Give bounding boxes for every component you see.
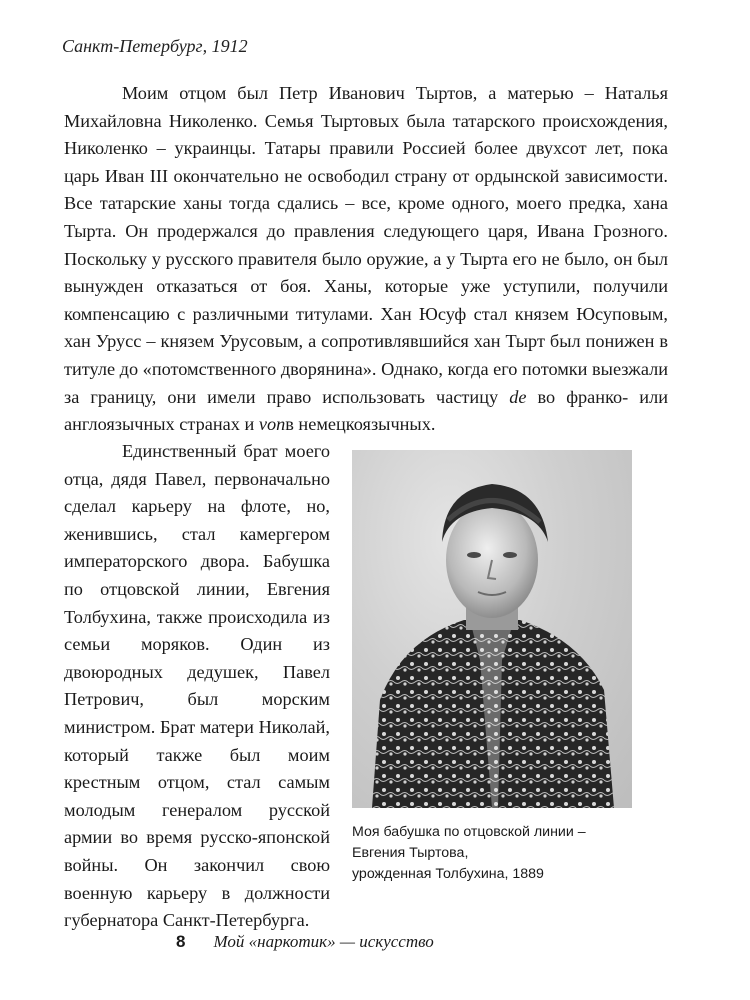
paragraph-text: в немецкоязычных. [285, 414, 436, 435]
footer-book-title: Мой «наркотик» — искусство [213, 932, 434, 951]
page-footer [176, 932, 434, 952]
italic-word-de: de [509, 386, 527, 407]
photo-caption [352, 822, 652, 885]
caption-line: Евгения Тыртова, [352, 845, 469, 861]
paragraph-text: Моим отцом был Петр Иванович Тыртов, а матерью – Наталья Михайловна Николенко. Семья Тыртовых была татарского происхождения, Николенко – украинцы. Татары правили Россией более двухсот лет, пока царь Иван III окончательно не освободил страну от ордынской зависимости. Все татарские ханы тогда сдались – все, кроме одного, моего предка, хана Тырта. Он продержался до правления следующего царя, Ивана Грозного. Поскольку у русского правителя было оружие, а у Тырта его не было, он был вынужден отказаться от боя. Ханы, которые уже уступили, получили компенсацию с различными титулами. Хан Юсуф стал князем Юсуповым, хан Урусс – князем Урусовым, а сопротивлявшийся хан Тырт был понижен в титуле до «потомственного дворянина». Однако, когда его потомки выезжали за границу, они имели право использовать частицу [64, 83, 668, 407]
caption-line: урожденная Толбухина, 1889 [352, 866, 544, 882]
paragraph-text: во франко- или англоязычных странах и [64, 386, 668, 435]
grandmother-portrait-photo [352, 450, 632, 808]
paragraph-family-origins [64, 80, 668, 439]
running-head: Санкт-Петербург, 1912 [62, 36, 248, 56]
paragraph-relatives: Единственный брат моего отца, дядя Павел, первоначально сделал карьеру на флоте, но, женившись, стал камергером императорского двора. Бабушка по отцовской линии, Евгения Толбухина, также происходила из семьи моряков. Один из двоюродных дедушек, Павел Петрович, был морским министром. Брат матери Николай, который также был моим крестным отцом, стал самым молодым генералом русской армии во время русско-японской войны. Он закончил свою военную карьеру в должности губернатора Санкт-Петербурга. [64, 441, 330, 931]
portrait-illustration [352, 450, 632, 808]
italic-word-von: von [258, 414, 286, 435]
caption-line: Моя бабушка по отцовской линии – [352, 824, 586, 840]
page-number: 8 [176, 932, 186, 951]
